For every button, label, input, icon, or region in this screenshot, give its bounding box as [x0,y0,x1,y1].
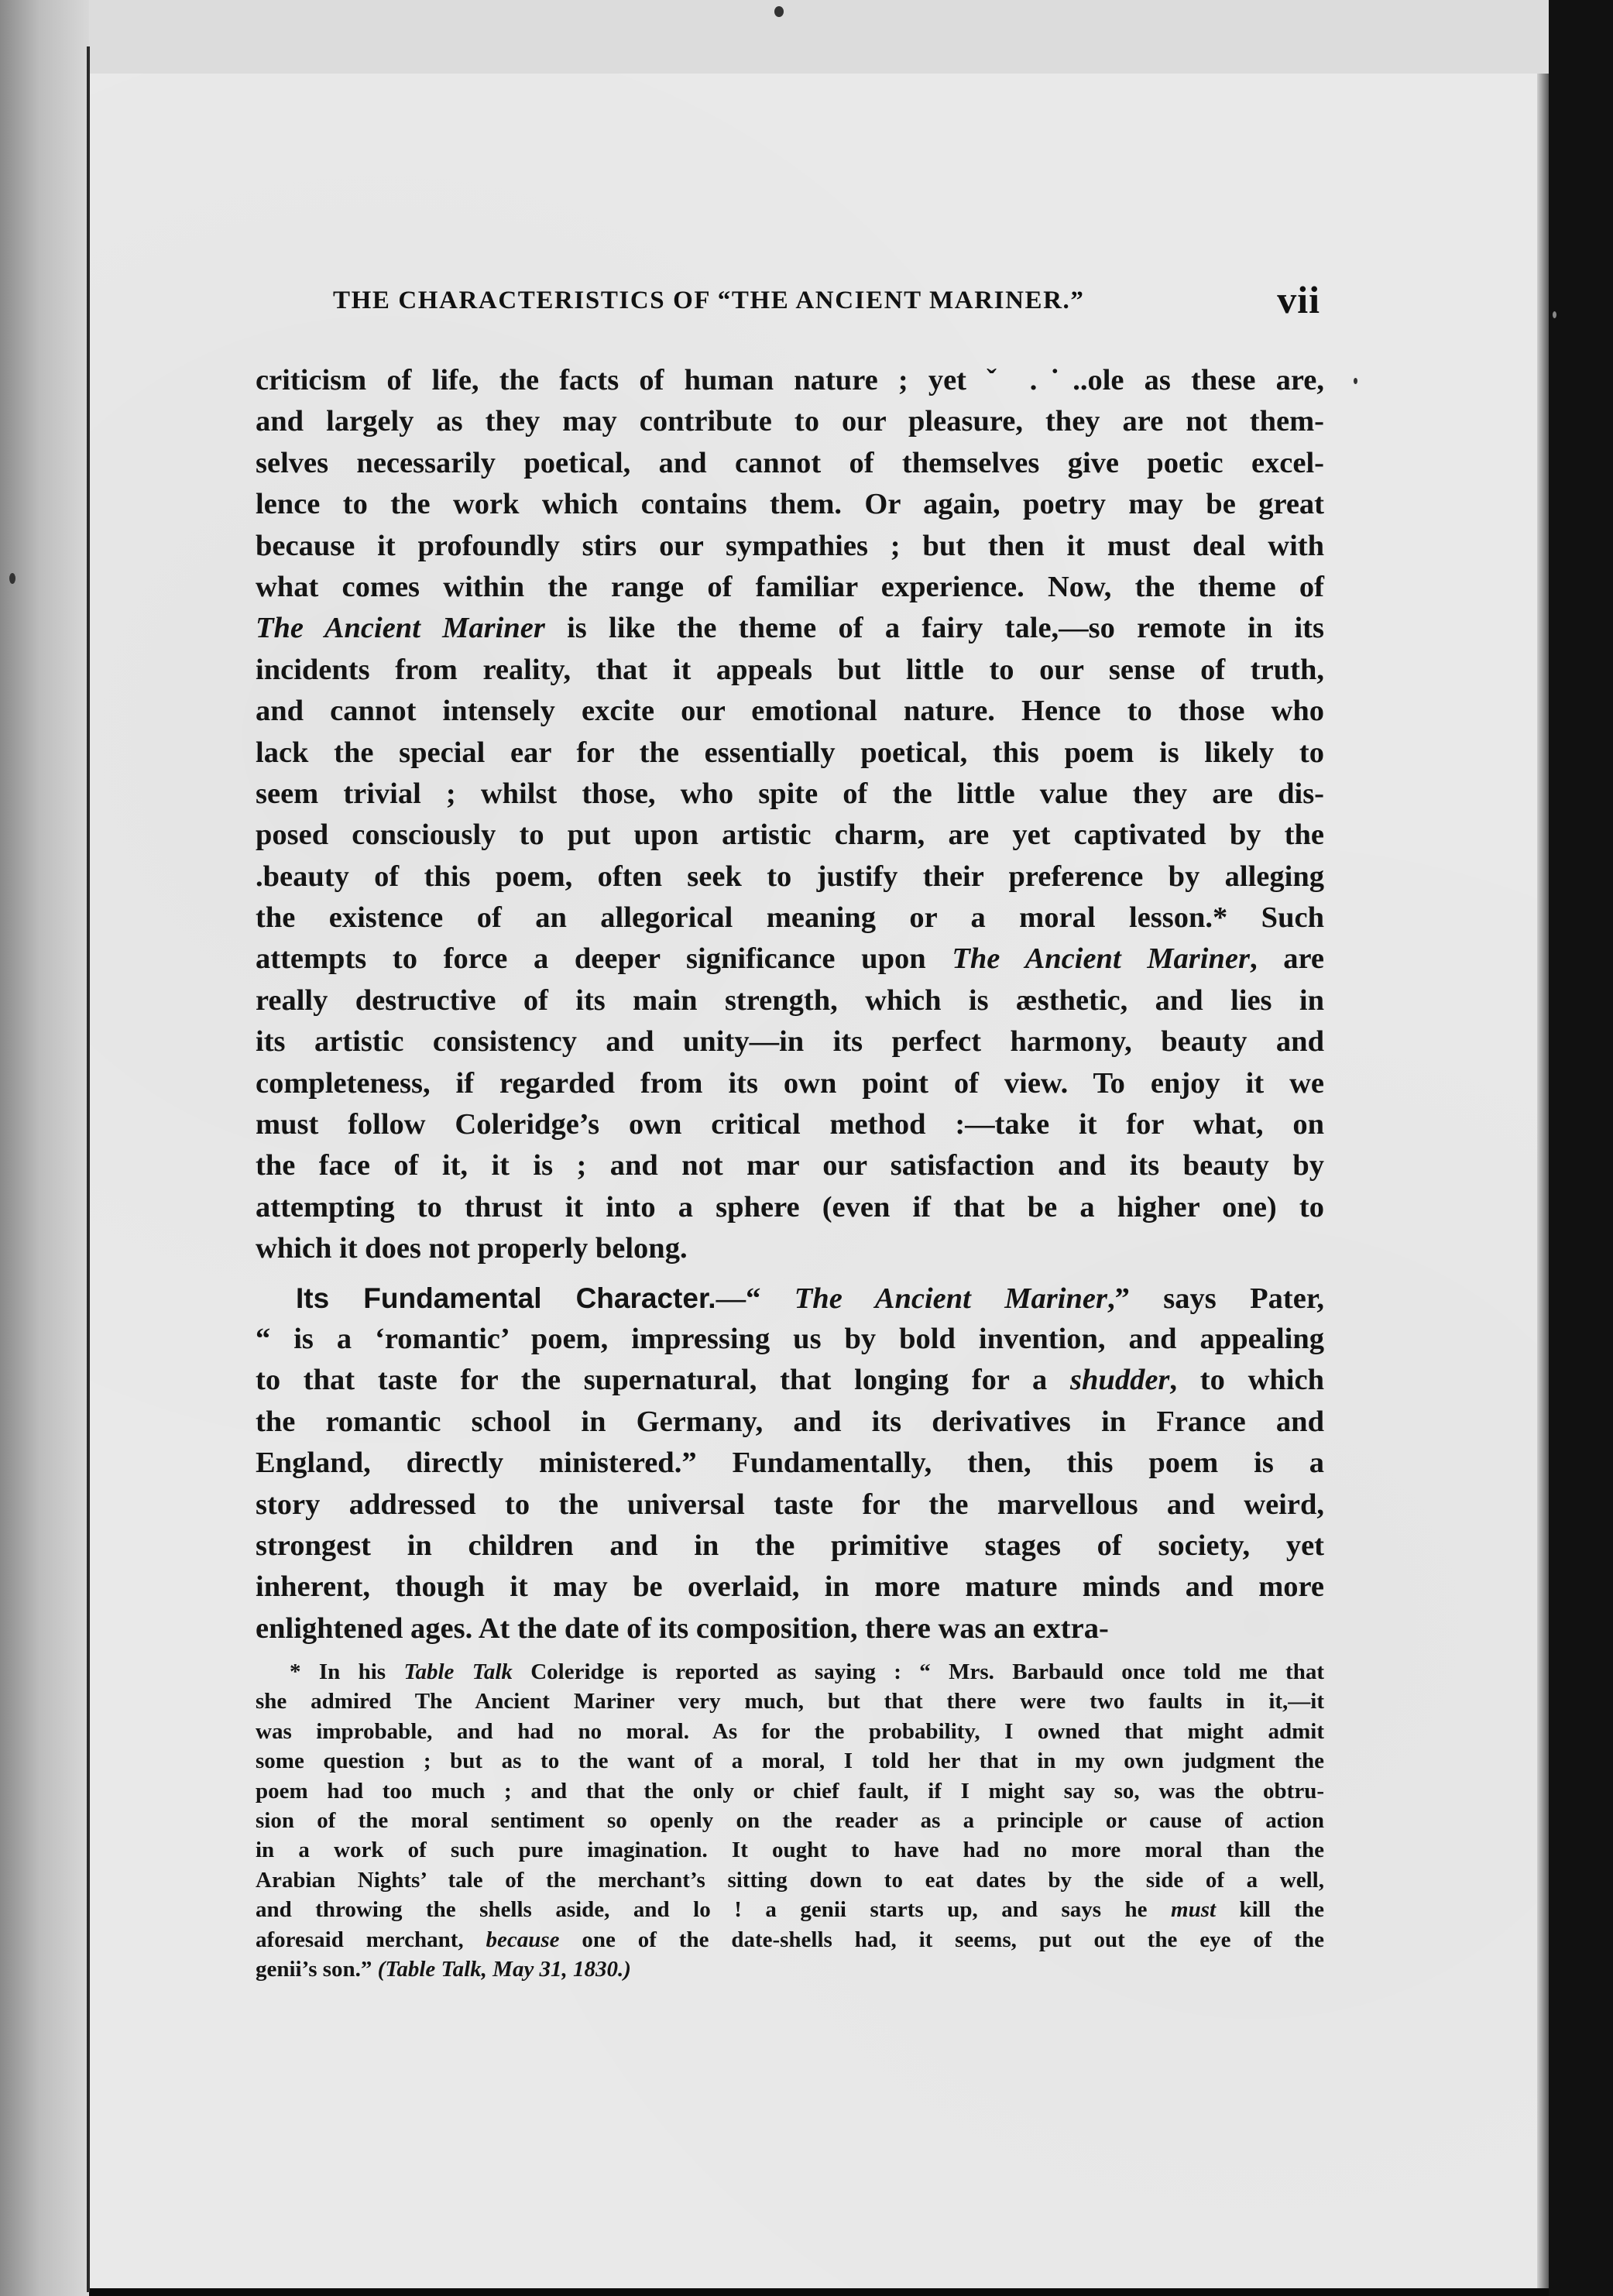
scan-top-margin [89,0,1549,74]
text-line: completeness, if regarded from its own point of view. To enjoy it we [256,1066,1324,1100]
text-line: posed consciously to put upon artistic charm, are yet captivated by the [256,819,1324,852]
text-line: inherent, though it may be overlaid, in more mature minds and more [256,1570,1324,1604]
text-line: criticism of life, the facts of human nature ; yet ˇ .˙..ole as these are, [256,364,1324,396]
paragraph-2 [256,1278,1324,1650]
page-number: vii [1277,278,1320,321]
text-line: the face of it, it is ; and not mar our satisfaction and its beauty by [256,1149,1324,1182]
section-heading: Its Fundamental Character. [296,1282,716,1314]
text-line: which it does not properly belong. [256,1232,688,1265]
text-line: lence to the work which contains them. Or again, poetry may be great [256,488,1324,521]
body-text [256,360,1324,1649]
italic-span: because [486,1927,560,1952]
text-line: attempting to thrust it into a sphere (even if that be a higher one) to [256,1190,1324,1224]
page-spine-line [87,46,90,2292]
text-line: Arabian Nights’ tale of the merchant’s sitting down to eat dates by the side of a well, [256,1867,1324,1893]
text-line: lack the special ear for the essentially poetical, this poem is likely to [256,736,1324,769]
scan-speck [1553,311,1556,318]
italic-span: must [1171,1897,1217,1923]
paragraph-1 [256,360,1324,1270]
text-line: she admired The Ancient Mariner very much, but that there were two faults in it,—it [256,1689,1324,1714]
text-line: the romantic school in Germany, and its derivatives in France and [256,1405,1324,1438]
text-line: attempts to force a deeper significance upon The Ancient Mariner, are [256,942,1324,976]
scan-speck [9,573,15,584]
scan-speck [1354,378,1357,384]
italic-span: The Ancient Mariner [794,1282,1107,1315]
text-line: the existence of an allegorical meaning or a moral lesson.* Such [256,901,1324,935]
text-line: what comes within the range of familiar experience. Now, the theme of [256,570,1324,603]
text-line: and throwing the shells aside, and lo ! a genii starts up, and says he must kill the [256,1897,1324,1923]
text-line: and largely as they may contribute to our pleasure, they are not them- [256,405,1324,438]
text-line: poem had too much ; and that the only or chief fault, if I might say so, was the obtru- [256,1778,1324,1804]
text-line: enlightened ages. At the date of its composition, there was an extra- [256,1611,1109,1645]
text-line: aforesaid merchant, because one of the date-shells had, it seems, put out the eye of the [256,1927,1324,1952]
italic-span: shudder [1070,1364,1170,1397]
footnote [256,1657,1324,1984]
text-line: “ is a ‘romantic’ poem, impressing us by bold invention, and appealing [256,1322,1324,1355]
text-line: .beauty of this poem, often seek to justify their preference by alleging [256,860,1324,893]
text-line: because it profoundly stirs our sympathies ; but then it must deal with [256,529,1324,562]
text-line: was improbable, and had no moral. As for the probability, I owned that might admit [256,1718,1324,1744]
running-header [333,280,1320,327]
italic-span: The Ancient Mariner [952,942,1250,976]
text-line: some question ; but as to the want of a moral, I told her that in my own judgment the [256,1749,1324,1774]
page-right-edge-shadow [1537,74,1549,2288]
running-header-title: THE CHARACTERISTICS OF “THE ANCIENT MARINER.” [333,287,1085,314]
scan-speck [774,6,784,17]
text-line: genii’s son.” (Table Talk, May 31, 1830.) [256,1956,631,1982]
text-line: really destructive of its main strength, which is æsthetic, and lies in [256,983,1324,1017]
text-line: incidents from reality, that it appeals but little to our sense of truth, [256,653,1324,686]
text-line: selves necessarily poetical, and cannot of themselves give poetic excel- [256,446,1324,479]
text-line: must follow Coleridge’s own critical method :—take it for what, on [256,1108,1324,1141]
text-line: in a work of such pure imagination. It ought to have had no more moral than the [256,1838,1324,1863]
italic-span: Table Talk [403,1659,513,1684]
scan-right-border [1549,0,1613,2296]
paragraph-gap [256,1270,1324,1278]
text-line: story addressed to the universal taste for the marvellous and weird, [256,1488,1324,1521]
scan-left-margin [0,0,89,2296]
text-line: to that taste for the supernatural, that longing for a shudder, to which [256,1364,1324,1397]
italic-span: The Ancient Mariner [256,612,545,645]
text-line: * In his Table Talk Coleridge is reported as saying : “ Mrs. Barbauld once told me that [290,1659,1324,1684]
text-line: Its Fundamental Character.—“ The Ancient Mariner,” says Pater, [296,1282,1324,1315]
footnote-text [256,1657,1324,1984]
italic-span: (Table Talk, May 31, 1830.) [377,1956,631,1982]
text-line: England, directly ministered.” Fundamentally, then, this poem is a [256,1447,1324,1480]
text-line: its artistic consistency and unity—in its perfect harmony, beauty and [256,1025,1324,1059]
text-line: strongest in children and in the primitive stages of society, yet [256,1529,1324,1562]
text-line: seem trivial ; whilst those, who spite of the little value they are dis- [256,777,1324,810]
text-line: sion of the moral sentiment so openly on the reader as a principle or cause of action [256,1807,1324,1833]
text-line: The Ancient Mariner is like the theme of a fairy tale,—so remote in its [256,612,1324,645]
text-line: and cannot intensely excite our emotional nature. Hence to those who [256,695,1324,728]
